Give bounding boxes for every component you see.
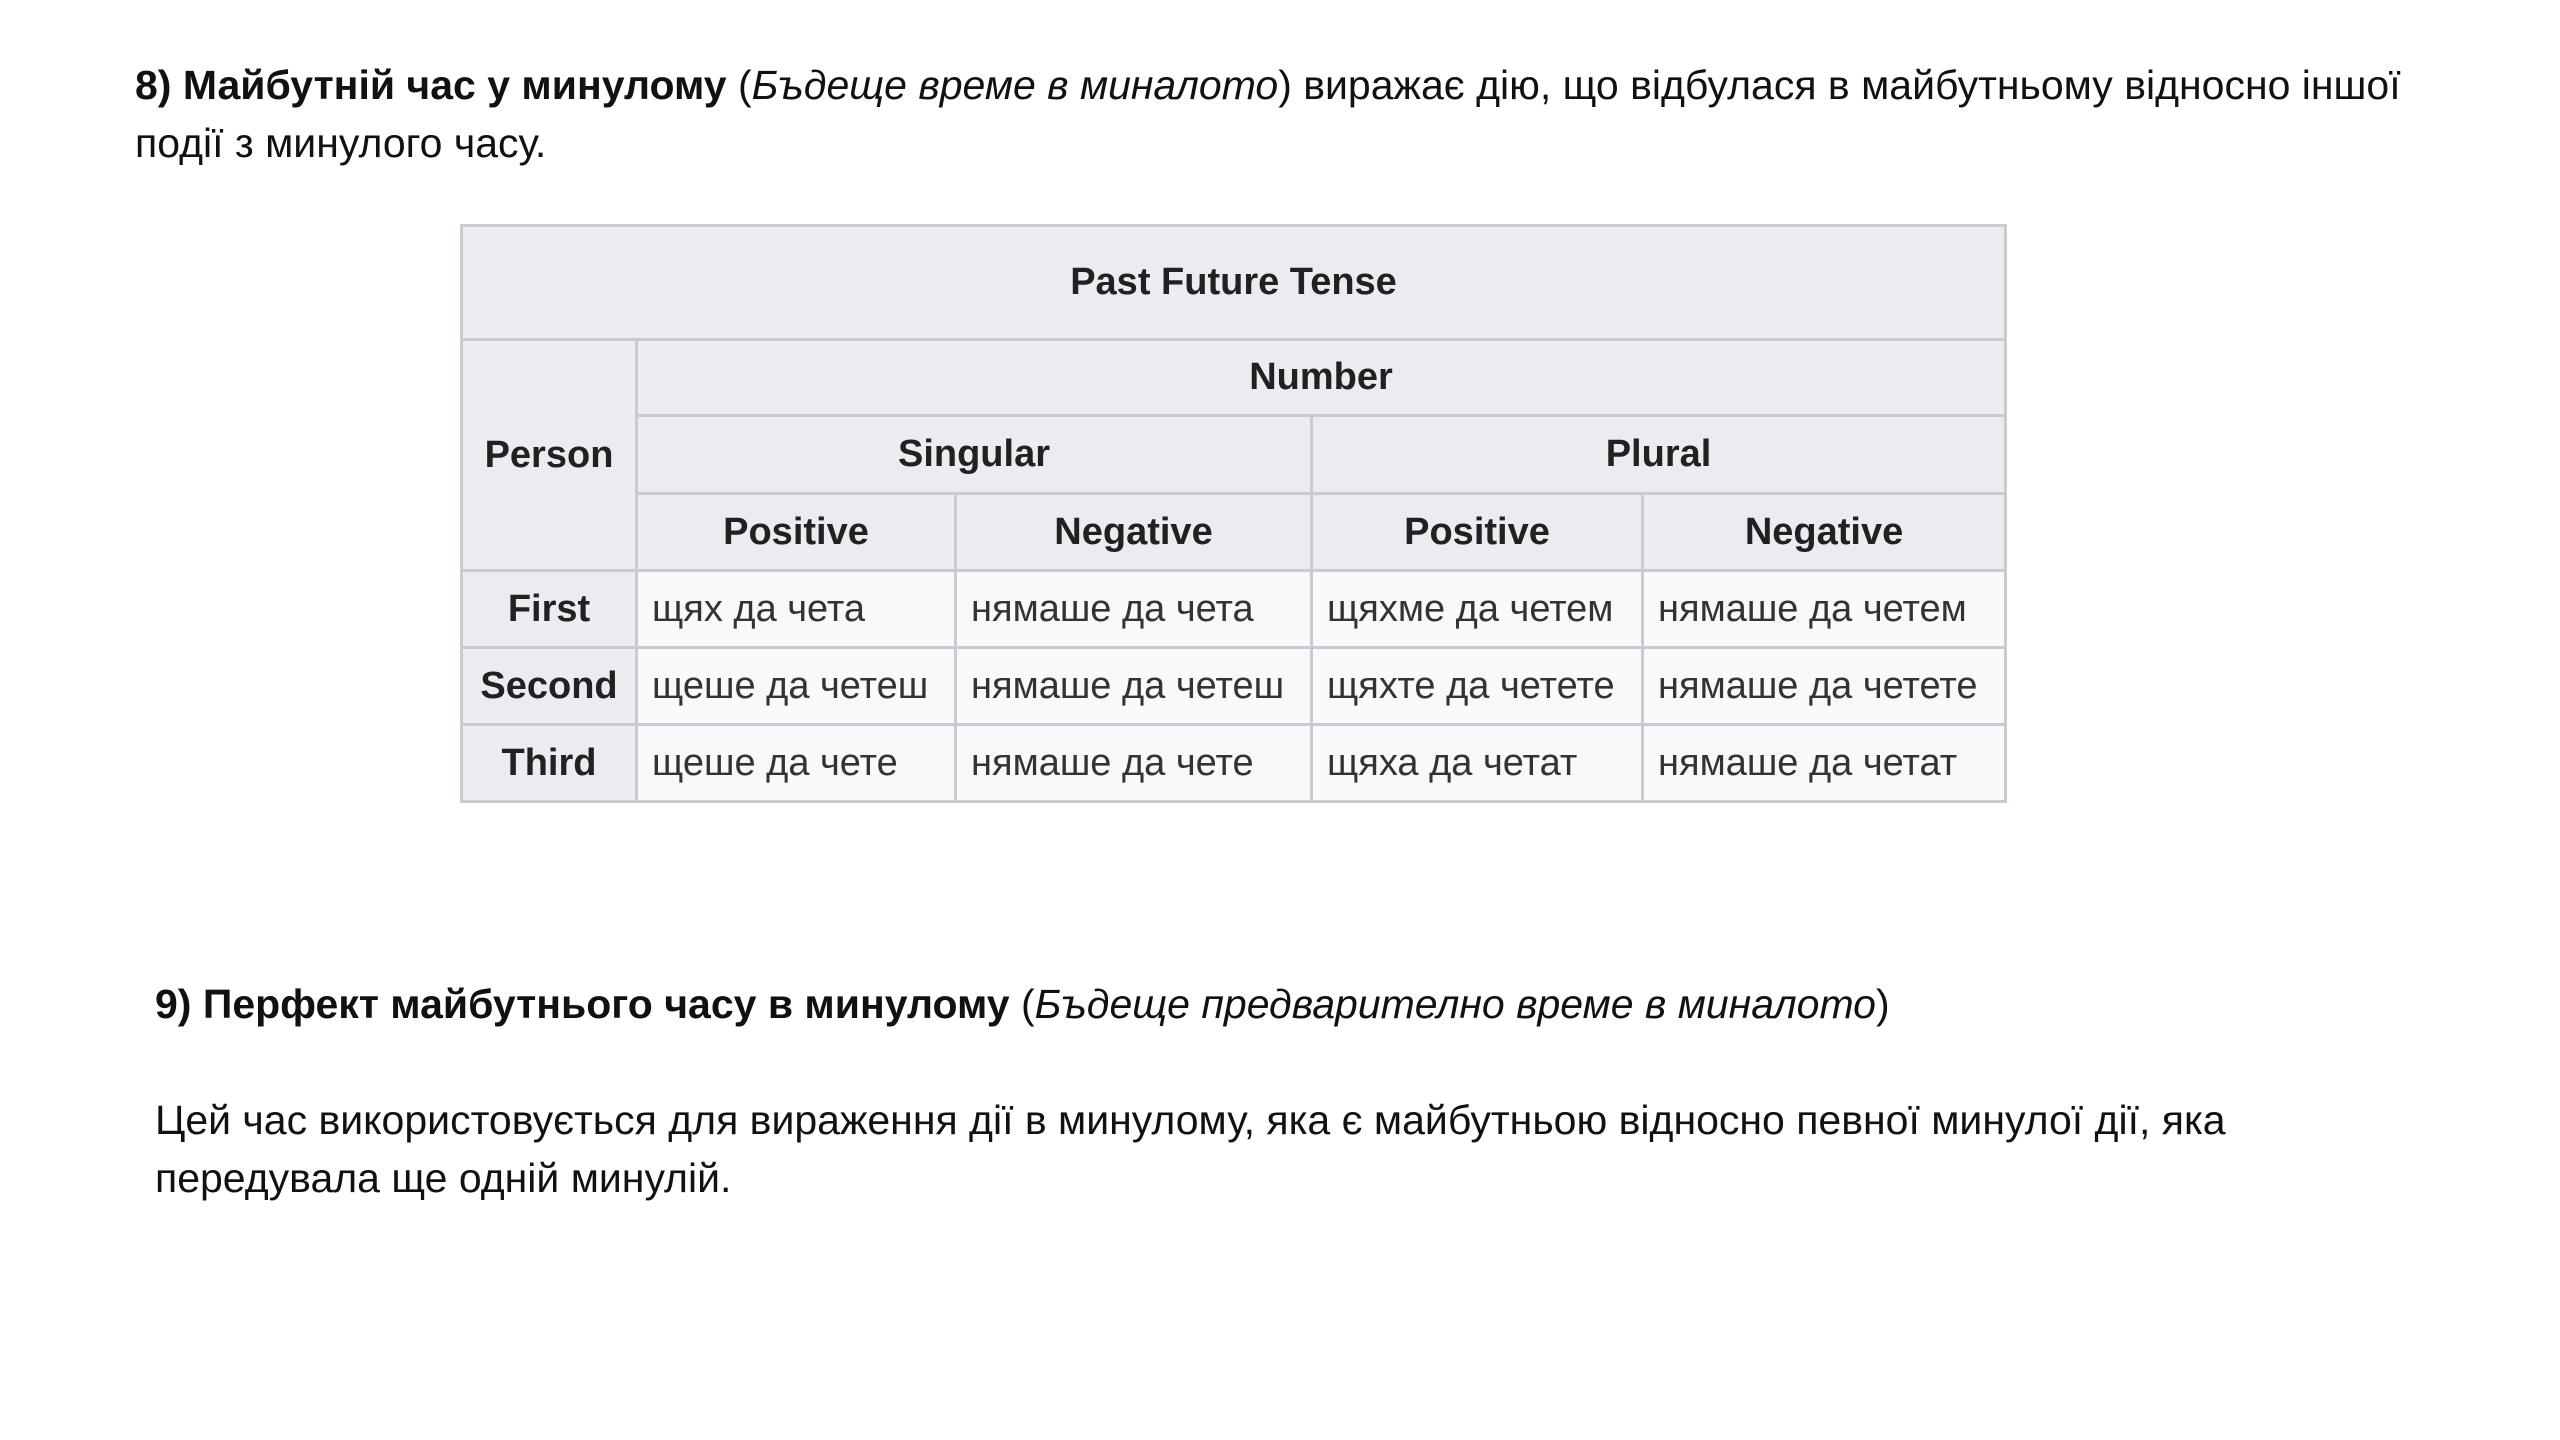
table-title-row bbox=[462, 226, 2006, 340]
section-9-term: Бъдеще предварително време в миналото bbox=[1034, 981, 1876, 1027]
second-singular-negative: нямаше да четеш bbox=[956, 648, 1312, 725]
first-singular-positive: щях да чета bbox=[637, 571, 956, 648]
person-second: Second bbox=[462, 648, 637, 725]
section-8-open-paren: ( bbox=[726, 62, 752, 108]
second-plural-negative: нямаше да четете bbox=[1643, 648, 2006, 725]
plural-header: Plural bbox=[1312, 416, 2006, 494]
table-row bbox=[462, 648, 2006, 725]
section-8-term: Бъдеще време в миналото bbox=[751, 62, 1279, 108]
number-header: Number bbox=[637, 340, 2006, 416]
third-plural-negative: нямаше да четат bbox=[1643, 725, 2006, 802]
second-singular-positive: щеше да четеш bbox=[637, 648, 956, 725]
third-singular-negative: нямаше да чете bbox=[956, 725, 1312, 802]
table-singular-plural-row bbox=[462, 416, 2006, 494]
section-9-close-paren: ) bbox=[1875, 981, 1890, 1027]
plural-positive-header: Positive bbox=[1312, 494, 1643, 571]
singular-positive-header: Positive bbox=[637, 494, 956, 571]
table-number-row bbox=[462, 340, 2006, 416]
section-9-open-paren: ( bbox=[1009, 981, 1035, 1027]
second-plural-positive: щяхте да четете bbox=[1312, 648, 1643, 725]
section-8-description: ) виражає дію, що відбулася в майбутньому відносно іншої події з минулого часу. bbox=[135, 62, 2401, 166]
singular-header: Singular bbox=[637, 416, 1312, 494]
singular-negative-header: Negative bbox=[956, 494, 1312, 571]
section-8-paragraph bbox=[135, 56, 2465, 172]
first-singular-negative: нямаше да чета bbox=[956, 571, 1312, 648]
person-header: Person bbox=[462, 340, 637, 571]
section-9-title: 9) Перфект майбутнього часу в минулому bbox=[155, 981, 1010, 1027]
table-caption: Past Future Tense bbox=[462, 226, 2006, 340]
plural-negative-header: Negative bbox=[1643, 494, 2006, 571]
table-row bbox=[462, 725, 2006, 802]
third-plural-positive: щяха да четат bbox=[1312, 725, 1643, 802]
section-9-heading bbox=[155, 975, 2455, 1033]
past-future-tense-table-wrapper bbox=[460, 224, 2004, 803]
third-singular-positive: щеше да чете bbox=[637, 725, 956, 802]
past-future-tense-table bbox=[460, 224, 2007, 803]
first-plural-negative: нямаше да четем bbox=[1643, 571, 2006, 648]
first-plural-positive: щяхме да четем bbox=[1312, 571, 1643, 648]
section-8-title: 8) Майбутній час у минулому bbox=[135, 62, 727, 108]
person-third: Third bbox=[462, 725, 637, 802]
table-positive-negative-row bbox=[462, 494, 2006, 571]
person-first: First bbox=[462, 571, 637, 648]
table-row bbox=[462, 571, 2006, 648]
section-9-paragraph: Цей час використовується для вираження дії в минулому, яка є майбутньою відносно певної минулої дії, яка передувала ще одній минулій. bbox=[155, 1097, 2226, 1201]
